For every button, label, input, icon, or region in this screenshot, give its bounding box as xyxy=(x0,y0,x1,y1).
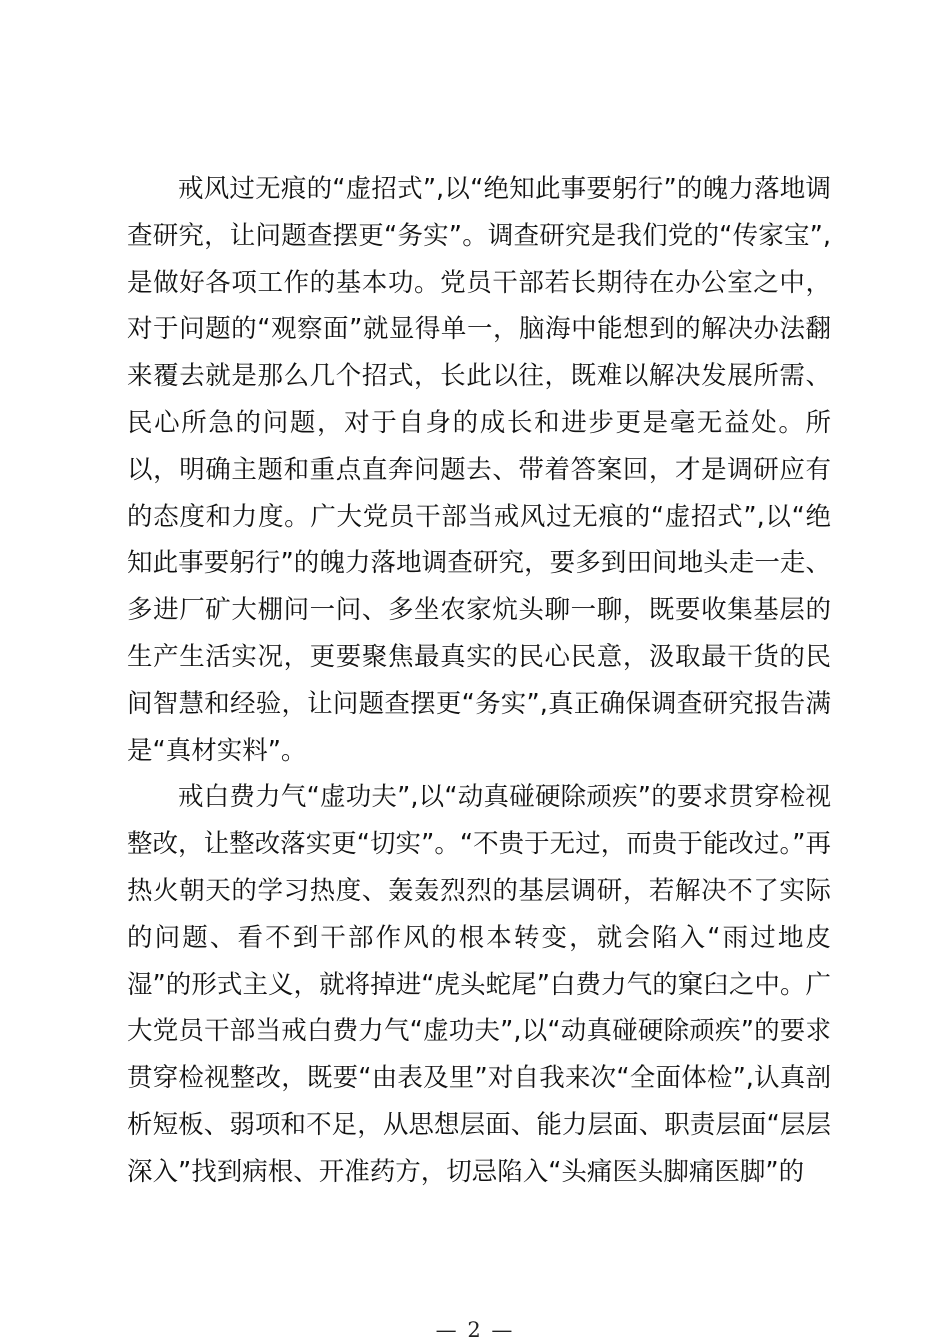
paragraph-2: 戒白费力气“虚功夫”,以“动真碰硬除顽疾”的要求贯穿检视整改，让整改落实更“切实”。“不贵于无过，而贵于能改过。”再热火朝天的学习热度、轰轰烈烈的基层调研，若解决不了实际的问题、看不到干部作风的根本转变，就会陷入“雨过地皮湿”的形式主义，就将掉进“虎头蛇尾”白费力气的窠臼之中。广大党员干部当戒白费力气“虚功夫”,以“动真碰硬除顽疾”的要求贯穿检视整改，既要“由表及里”对自我来次“全面体检”,认真剖析短板、弱项和不足，从思想层面、能力层面、职责层面“层层深入”找到病根、开准药方，切忌陷入“头痛医头脚痛医脚”的 xyxy=(127,782,831,1187)
body-text xyxy=(127,166,831,1196)
paragraph-1: 戒风过无痕的“虚招式”,以“绝知此事要躬行”的魄力落地调查研究，让问题查摆更“务实”。调查研究是我们党的“传家宝”,是做好各项工作的基本功。党员干部若长期待在办公室之中，对于问题的“观察面”就显得单一，脑海中能想到的解决办法翻来覆去就是那么几个招式，长此以往，既难以解决发展所需、民心所急的问题，对于自身的成长和进步更是毫无益处。所以，明确主题和重点直奔问题去、带着答案回，才是调研应有的态度和力度。广大党员干部当戒风过无痕的“虚招式”,以“绝知此事要躬行”的魄力落地调查研究，要多到田间地头走一走、多进厂矿大棚问一问、多坐农家炕头聊一聊，既要收集基层的生产生活实况，更要聚焦最真实的民心民意，汲取最干货的民间智慧和经验，让问题查摆更“务实”,真正确保调查研究报告满是“真材实料”。 xyxy=(127,174,831,766)
page-number: — 2 — xyxy=(435,1318,515,1342)
